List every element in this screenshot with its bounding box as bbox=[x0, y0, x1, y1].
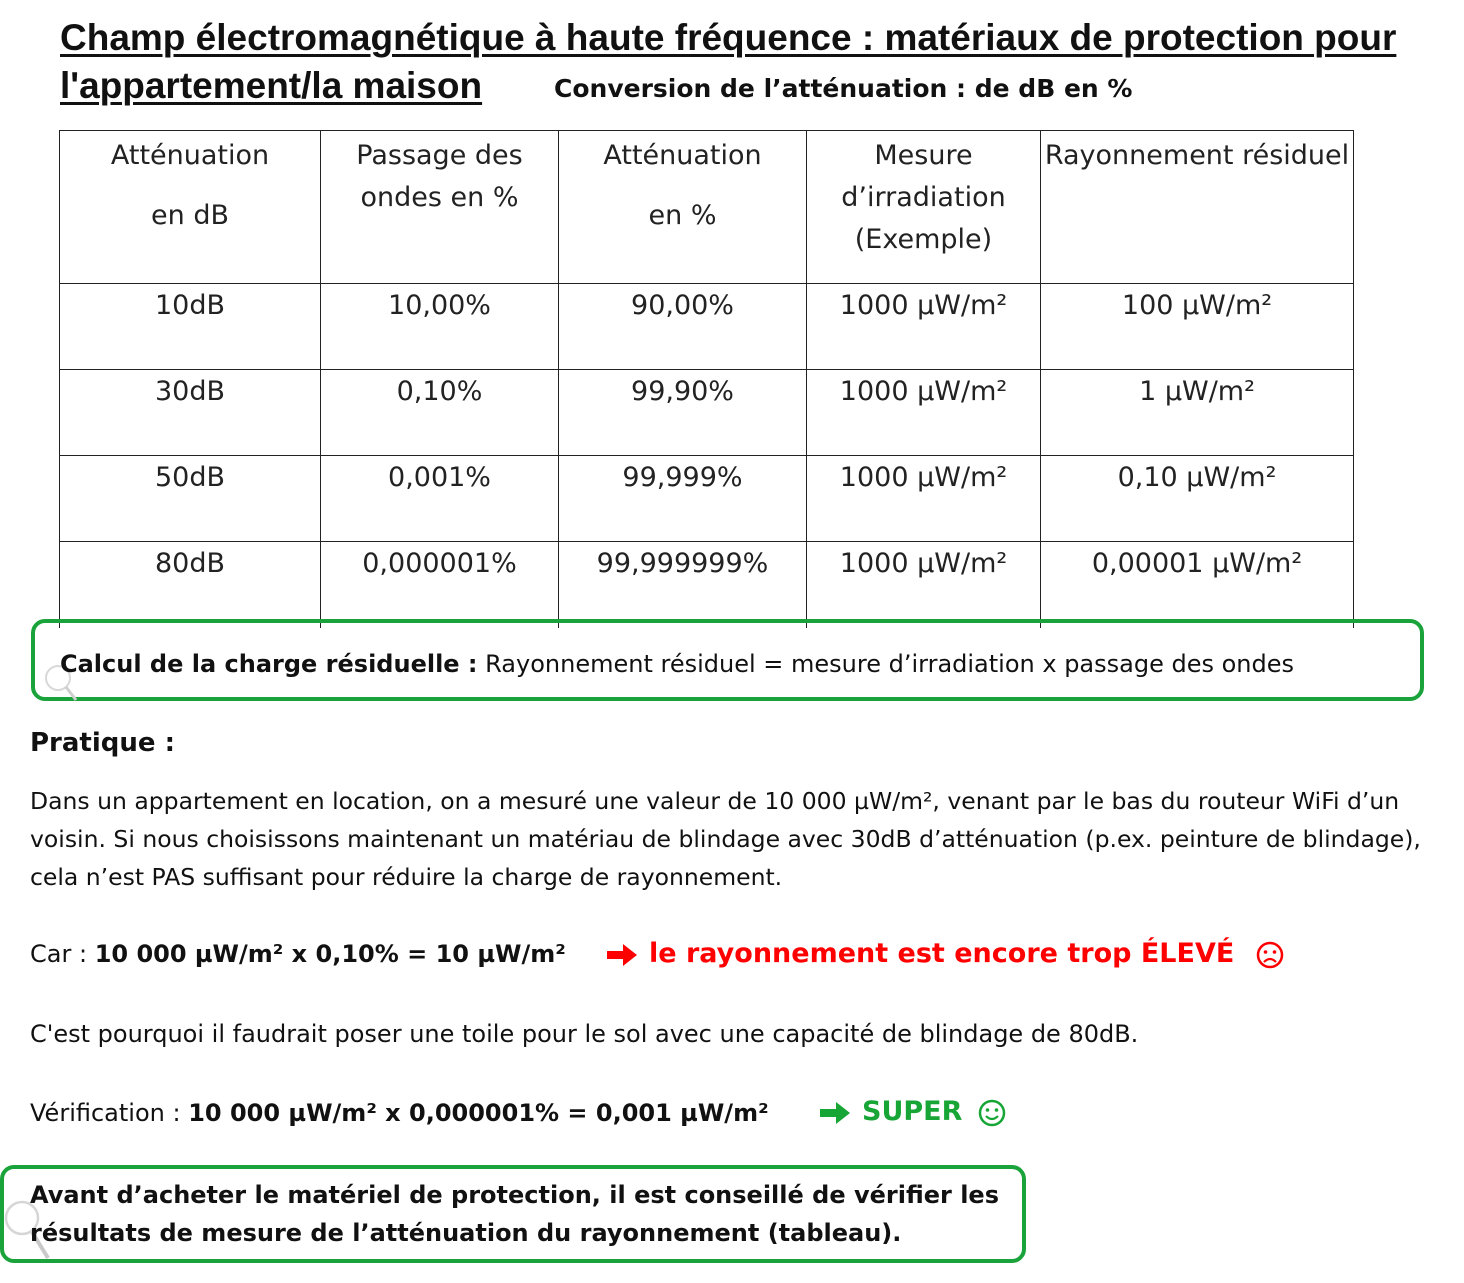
cell-db: 50dB bbox=[60, 456, 321, 542]
right-arrow-icon bbox=[818, 1100, 852, 1126]
car-line bbox=[30, 940, 566, 968]
smiley-face-icon bbox=[978, 1099, 1006, 1127]
cell-attenuation: 99,999999% bbox=[559, 542, 807, 629]
table-header-row bbox=[60, 131, 1354, 284]
cell-db: 10dB bbox=[60, 284, 321, 370]
cell-passage: 0,000001% bbox=[321, 542, 559, 629]
verification-result bbox=[818, 1096, 1006, 1127]
cell-residual: 1 µW/m² bbox=[1041, 370, 1354, 456]
table-row bbox=[60, 284, 1354, 370]
cell-residual: 0,10 µW/m² bbox=[1041, 456, 1354, 542]
cell-residual: 0,00001 µW/m² bbox=[1041, 542, 1354, 629]
car-result-text: le rayonnement est encore trop ÉLEVÉ bbox=[649, 938, 1235, 969]
header-text: Passage des ondes en % bbox=[356, 140, 523, 213]
advice-text: Avant d’acheter le matériel de protection, il est conseillé de vérifier les résultats de mesure de l’atténuation du rayonnement (tableau). bbox=[30, 1181, 999, 1247]
header-attenuation-percent bbox=[559, 131, 807, 284]
page-title: Champ électromagnétique à haute fréquence : matériaux de protection pour l'appartement/la maison bbox=[60, 17, 1397, 106]
cell-db: 80dB bbox=[60, 542, 321, 629]
cell-passage: 0,10% bbox=[321, 370, 559, 456]
attenuation-table bbox=[59, 130, 1354, 628]
formula-body: Rayonnement résiduel = mesure d’irradiation x passage des ondes bbox=[477, 650, 1295, 678]
car-calculation: 10 000 µW/m² x 0,10% = 10 µW/m² bbox=[94, 940, 566, 968]
car-result bbox=[605, 938, 1284, 969]
verification-label: Vérification : bbox=[30, 1099, 189, 1127]
practice-heading: Pratique : bbox=[30, 728, 175, 758]
cell-irradiation: 1000 µW/m² bbox=[807, 370, 1041, 456]
subtitle: Conversion de l’atténuation : de dB en % bbox=[554, 74, 1133, 103]
cell-irradiation: 1000 µW/m² bbox=[807, 284, 1041, 370]
verification-line bbox=[30, 1099, 769, 1127]
cell-irradiation: 1000 µW/m² bbox=[807, 542, 1041, 629]
car-label: Car : bbox=[30, 940, 95, 968]
cell-residual: 100 µW/m² bbox=[1041, 284, 1354, 370]
right-arrow-icon bbox=[605, 942, 639, 968]
header-attenuation-db bbox=[60, 131, 321, 284]
header-text: Atténuation bbox=[603, 140, 762, 171]
header-text: Mesure d’irradiation (Exemple) bbox=[841, 140, 1006, 255]
cell-attenuation: 99,999% bbox=[559, 456, 807, 542]
cell-db: 30dB bbox=[60, 370, 321, 456]
sad-face-icon bbox=[1256, 941, 1284, 969]
header-irradiation bbox=[807, 131, 1041, 284]
header-residual bbox=[1041, 131, 1354, 284]
practice-paragraph: Dans un appartement en location, on a mesuré une valeur de 10 000 µW/m², venant par le bas du routeur WiFi d’un voisin. Si nous choisissons maintenant un matériau de blindage avec 30dB d’atténuation (p.ex. peinture de blindage), cela n’est PAS suffisant pour réduire la charge de rayonnement. bbox=[30, 787, 1421, 891]
conclusion-text: C'est pourquoi il faudrait poser une toile pour le sol avec une capacité de blindage de 80dB. bbox=[30, 1020, 1139, 1048]
table-row bbox=[60, 542, 1354, 629]
cell-attenuation: 99,90% bbox=[559, 370, 807, 456]
formula-text bbox=[60, 650, 1294, 678]
cell-passage: 10,00% bbox=[321, 284, 559, 370]
header-passage bbox=[321, 131, 559, 284]
header-text: Rayonnement résiduel bbox=[1044, 140, 1350, 171]
header-unit: en dB bbox=[151, 200, 229, 231]
table-row bbox=[60, 456, 1354, 542]
cell-attenuation: 90,00% bbox=[559, 284, 807, 370]
cell-irradiation: 1000 µW/m² bbox=[807, 456, 1041, 542]
formula-label: Calcul de la charge résiduelle : bbox=[60, 650, 478, 678]
verification-calculation: 10 000 µW/m² x 0,000001% = 0,001 µW/m² bbox=[188, 1099, 769, 1127]
header-text: Atténuation bbox=[110, 140, 270, 171]
table-row bbox=[60, 370, 1354, 456]
verification-result-text: SUPER bbox=[862, 1096, 963, 1127]
header-unit: en % bbox=[648, 200, 717, 231]
cell-passage: 0,001% bbox=[321, 456, 559, 542]
